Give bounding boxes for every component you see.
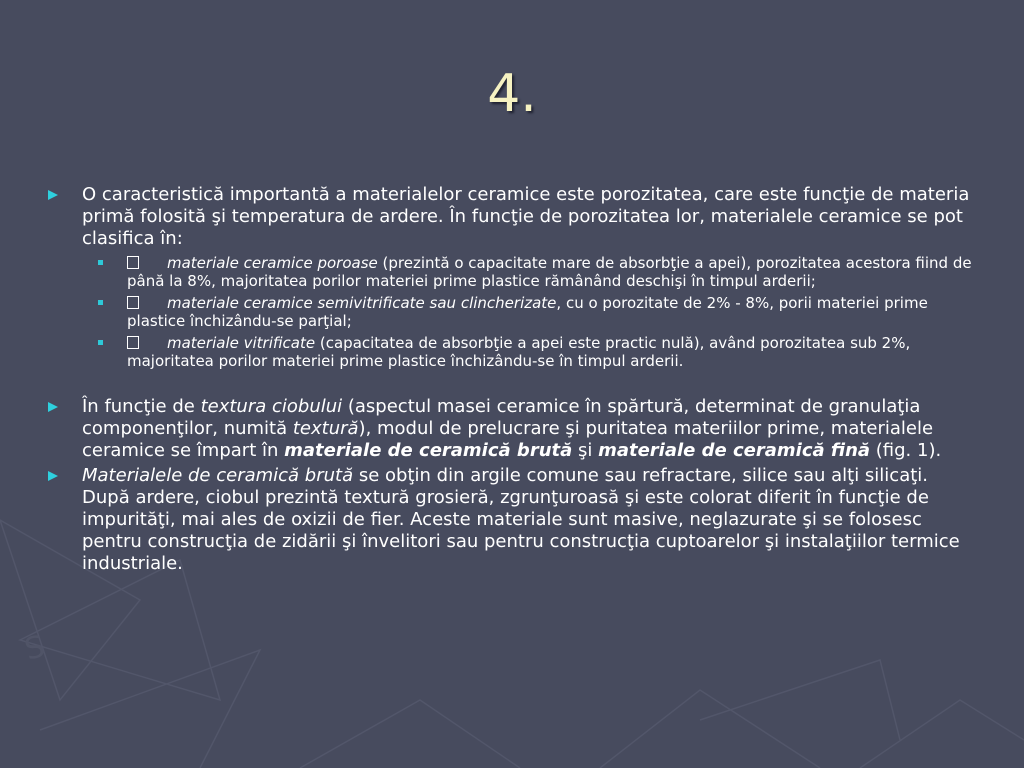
bullet-text: O caracteristică importantă a materialelor ceramice este porozitatea, care este funcţie de materia primă folosită şi temperatura de ardere. În funcţie de porozitatea lor, materialele ceramice se pot clasifica în: bbox=[82, 184, 970, 249]
slide-content bbox=[48, 184, 978, 578]
bullet-text: În funcţie de bbox=[82, 396, 201, 417]
sub-item-text: (capacitatea de absorbţie a apei este practic nulă), având porozitatea sub 2%, majoritatea porilor materiei prime plastice închizându-se în timpul arderii. bbox=[127, 334, 911, 370]
bullet-emphasis: textura ciobului bbox=[200, 396, 343, 417]
sub-item-term: materiale vitrificate bbox=[167, 334, 316, 352]
bullet-strong-emphasis: materiale de ceramică fină bbox=[598, 440, 871, 461]
bullet-emphasis: textură bbox=[292, 418, 359, 439]
bullet-text: (fig. 1). bbox=[870, 440, 942, 461]
triangle-bullet-icon bbox=[48, 471, 58, 481]
bullet-item bbox=[48, 465, 978, 575]
sub-item bbox=[48, 254, 978, 290]
slide-title: 4. bbox=[487, 64, 537, 124]
empty-box-icon bbox=[127, 296, 139, 309]
bullet-text: ), modul de prelucrare şi puritatea materiilor prime, materialele ceramice se împart în bbox=[82, 418, 934, 461]
sub-list bbox=[48, 254, 978, 370]
sub-item-term: materiale ceramice semivitrificate sau clincherizate bbox=[167, 294, 557, 312]
bullet-text: se obţin din argile comune sau refractare, silice sau alţi silicaţi. După ardere, ciobul prezintă textură grosieră, zgrunţuroasă şi este colorat diferit în funcţie de impurităţi, mai ales de oxizii de fier. Aceste materiale sunt masive, neglazurate şi se folosesc pentru construcţia de zidării şi învelitori sau pentru construcţia cuptoarelor şi instalaţiilor termice industriale. bbox=[82, 465, 960, 574]
bullet-text: (aspectul masei ceramice în spărtură, determinat de granulaţia componenţilor, numită bbox=[82, 396, 921, 439]
bullet-emphasis: Materialele de ceramică brută bbox=[82, 465, 354, 486]
square-bullet-icon bbox=[98, 260, 103, 265]
sub-item-text: (prezintă o capacitate mare de absorbţie a apei), porozitatea acestora fiind de până la 8%, majoritatea porilor materiei prime plastice rămânând deschişi în timpul arderii; bbox=[127, 254, 972, 290]
empty-box-icon bbox=[127, 336, 139, 349]
square-bullet-icon bbox=[98, 340, 103, 345]
svg-text:S: S bbox=[21, 628, 49, 668]
triangle-bullet-icon bbox=[48, 402, 58, 412]
sub-item bbox=[48, 294, 978, 330]
square-bullet-icon bbox=[98, 300, 103, 305]
bullet-item bbox=[48, 184, 978, 250]
bullet-text: şi bbox=[572, 440, 599, 461]
triangle-bullet-icon bbox=[48, 190, 58, 200]
bullet-item bbox=[48, 396, 978, 462]
empty-box-icon bbox=[127, 256, 139, 269]
sub-item bbox=[48, 334, 978, 370]
bullet-strong-emphasis: materiale de ceramică brută bbox=[284, 440, 573, 461]
sub-item-term: materiale ceramice poroase bbox=[167, 254, 378, 272]
sub-item-text: , cu o porozitate de 2% - 8%, porii materiei prime plastice închizându-se parţial; bbox=[127, 294, 928, 330]
